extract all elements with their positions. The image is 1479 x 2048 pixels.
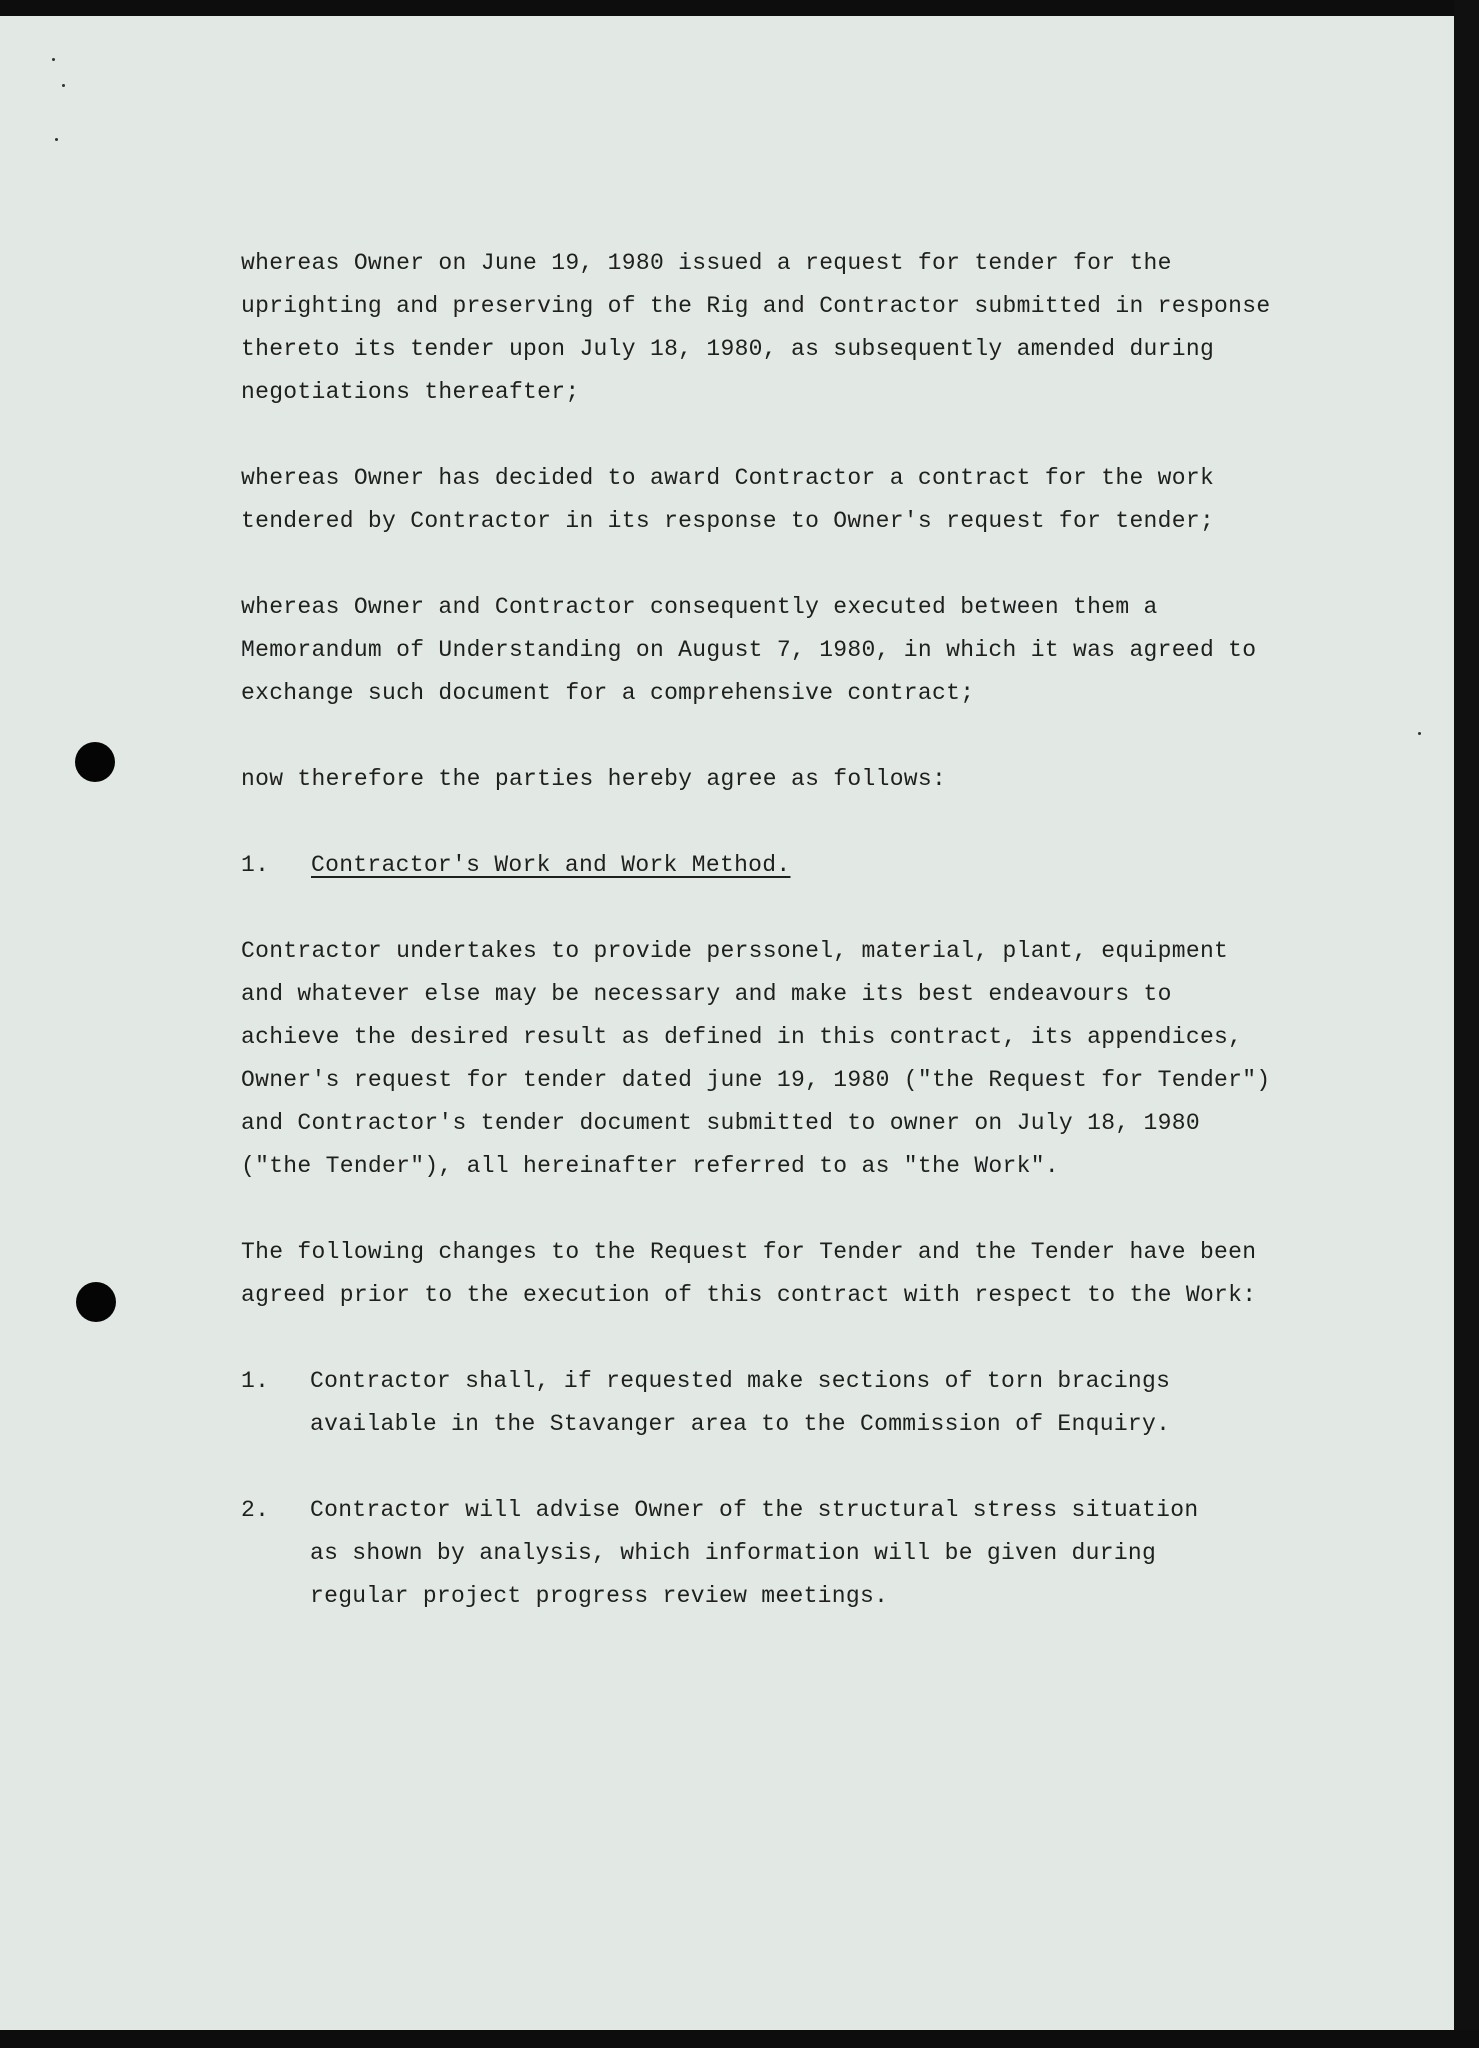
agreement-intro xyxy=(241,758,1341,801)
text-line: and Contractor's tender document submitted to owner on July 18, 1980 xyxy=(241,1110,1200,1136)
text-line: regular project progress review meetings. xyxy=(310,1583,889,1609)
document-body xyxy=(241,242,1341,1661)
text-line: thereto its tender upon July 18, 1980, as subsequently amended during xyxy=(241,336,1215,362)
recital-paragraph xyxy=(241,457,1341,543)
recital-paragraph xyxy=(241,586,1341,715)
section-heading xyxy=(241,844,1341,887)
text-line: whereas Owner and Contractor consequently executed between them a xyxy=(241,594,1158,620)
text-line: and whatever else may be necessary and make its best endeavours to xyxy=(241,981,1172,1007)
scan-border-right xyxy=(1454,0,1479,2048)
scan-speck xyxy=(62,84,65,87)
text-line: ("the Tender"), all hereinafter referred to as "the Work". xyxy=(241,1153,1059,1179)
text-line: Contractor will advise Owner of the structural stress situation xyxy=(310,1497,1199,1523)
scan-speck xyxy=(52,58,55,61)
text-line: tendered by Contractor in its response to Owner's request for tender; xyxy=(241,508,1215,534)
section-paragraph xyxy=(241,1231,1341,1317)
list-item-number: 1. xyxy=(241,1368,270,1394)
text-line: uprighting and preserving of the Rig and Contractor submitted in response xyxy=(241,293,1271,319)
text-line: exchange such document for a comprehensive contract; xyxy=(241,680,975,706)
text-line: whereas Owner on June 19, 1980 issued a request for tender for the xyxy=(241,250,1172,276)
list-item xyxy=(241,1360,1341,1446)
text-line: The following changes to the Request for Tender and the Tender have been xyxy=(241,1239,1257,1265)
text-line: whereas Owner has decided to award Contractor a contract for the work xyxy=(241,465,1215,491)
section-title: Contractor's Work and Work Method. xyxy=(311,852,791,878)
list-item xyxy=(241,1489,1341,1618)
text-line: agreed prior to the execution of this contract with respect to the Work: xyxy=(241,1282,1257,1308)
list-item-number: 2. xyxy=(241,1497,270,1523)
text-line: Contractor shall, if requested make sections of torn bracings xyxy=(310,1368,1171,1394)
text-line: now therefore the parties hereby agree as follows: xyxy=(241,766,947,792)
text-line: Memorandum of Understanding on August 7, 1980, in which it was agreed to xyxy=(241,637,1257,663)
scan-speck xyxy=(1418,732,1421,735)
scan-border-bottom xyxy=(0,2030,1479,2048)
text-line: Contractor undertakes to provide perssonel, material, plant, equipment xyxy=(241,938,1229,964)
section-number: 1. xyxy=(241,852,270,878)
punch-hole-bottom xyxy=(76,1282,116,1322)
text-line: available in the Stavanger area to the Commission of Enquiry. xyxy=(310,1411,1171,1437)
punch-hole-top xyxy=(75,742,115,782)
scan-speck xyxy=(55,138,58,141)
text-line: negotiations thereafter; xyxy=(241,379,580,405)
section-paragraph xyxy=(241,930,1341,1188)
recital-paragraph xyxy=(241,242,1341,414)
scan-border-top xyxy=(0,0,1454,16)
text-line: as shown by analysis, which information will be given during xyxy=(310,1540,1157,1566)
text-line: Owner's request for tender dated june 19, 1980 ("the Request for Tender") xyxy=(241,1067,1271,1093)
text-line: achieve the desired result as defined in this contract, its appendices, xyxy=(241,1024,1243,1050)
